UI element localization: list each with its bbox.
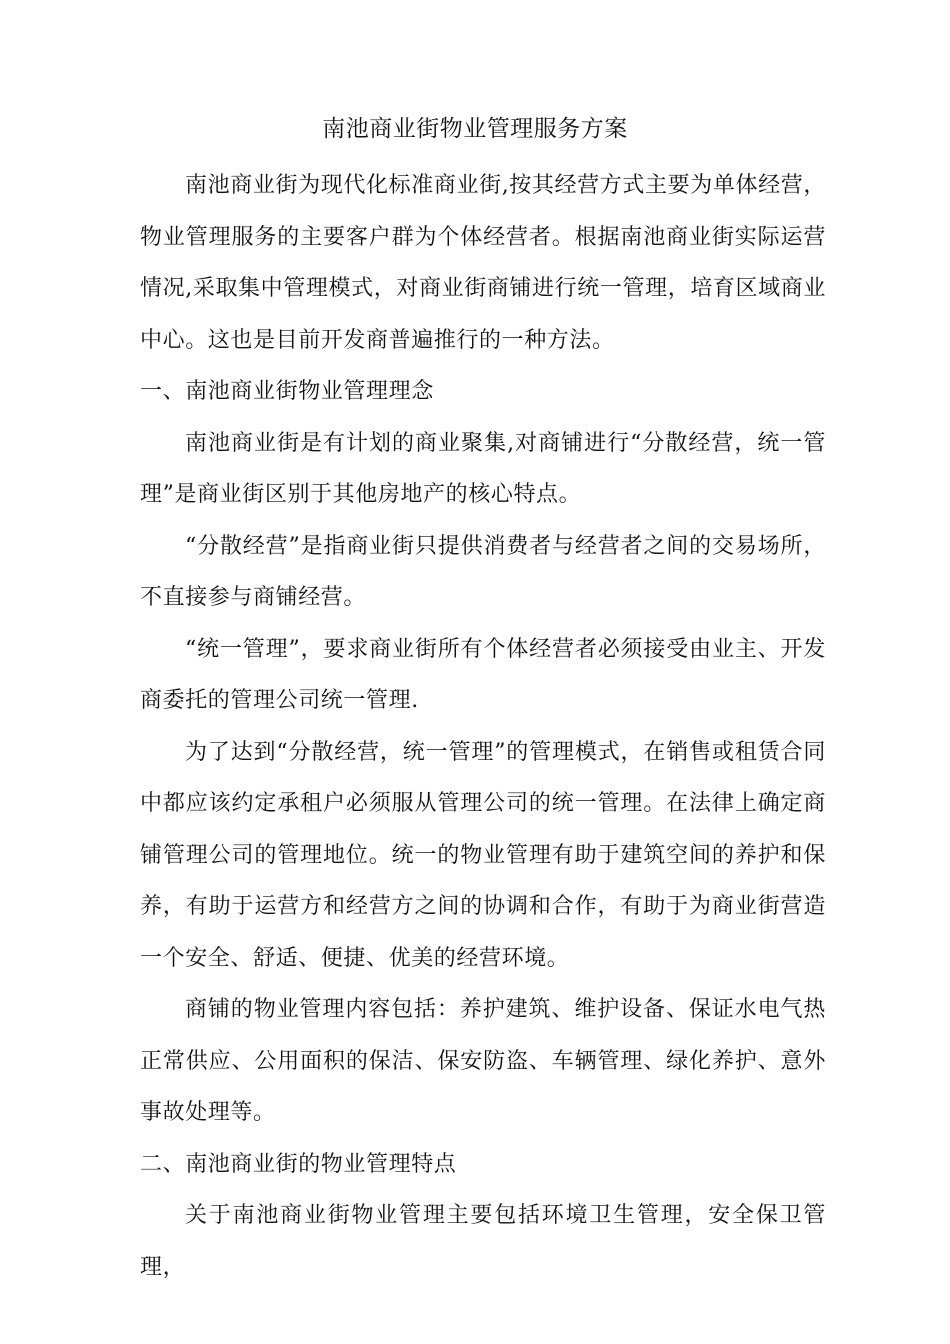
- decentralized-operation-paragraph: “分散经营”是指商业街只提供消费者与经营者之间的交易场所，不直接参与商铺经营。: [140, 533, 826, 610]
- document-title: 南池商业街物业管理服务方案: [322, 116, 628, 142]
- concept-paragraph: 南池商业街是有计划的商业聚集,对商铺进行“分散经营，统一管理”是商业街区别于其他房地产的核心特点。: [140, 430, 826, 507]
- section-heading-1: 一、南池商业街物业管理理念: [140, 379, 434, 404]
- section-heading-2: 二、南池商业街的物业管理特点: [140, 1151, 457, 1177]
- features-paragraph: 关于南池商业街物业管理主要包括环境卫生管理，安全保卫管理，: [140, 1203, 826, 1280]
- intro-paragraph: 南池商业街为现代化标准商业街,按其经营方式主要为单体经营，物业管理服务的主要客户群为个体经营者。根据南池商业街实际运营情况,采取集中管理模式，对商业街商铺进行统一管理，培育区域商业中心。这也是目前开发商普遍推行的一种方法。: [140, 173, 826, 353]
- management-mode-paragraph: 为了达到“分散经营，统一管理”的管理模式，在销售或租赁合同中都应该约定承租户必须服从管理公司的统一管理。在法律上确定商铺管理公司的管理地位。统一的物业管理有助于建筑空间的养护和保养，有助于运营方和经营方之间的协调和合作，有助于为商业街营造一个安全、舒适、便捷、优美的经营环境。: [140, 739, 826, 971]
- management-content-paragraph: 商铺的物业管理内容包括：养护建筑、维护设备、保证水电气热正常供应、公用面积的保洁、保安防盗、车辆管理、绿化养护、意外事故处理等。: [140, 997, 826, 1125]
- unified-management-paragraph: “统一管理”，要求商业街所有个体经营者必须接受由业主、开发商委托的管理公司统一管理.: [140, 636, 826, 713]
- document-body: [140, 160, 826, 1293]
